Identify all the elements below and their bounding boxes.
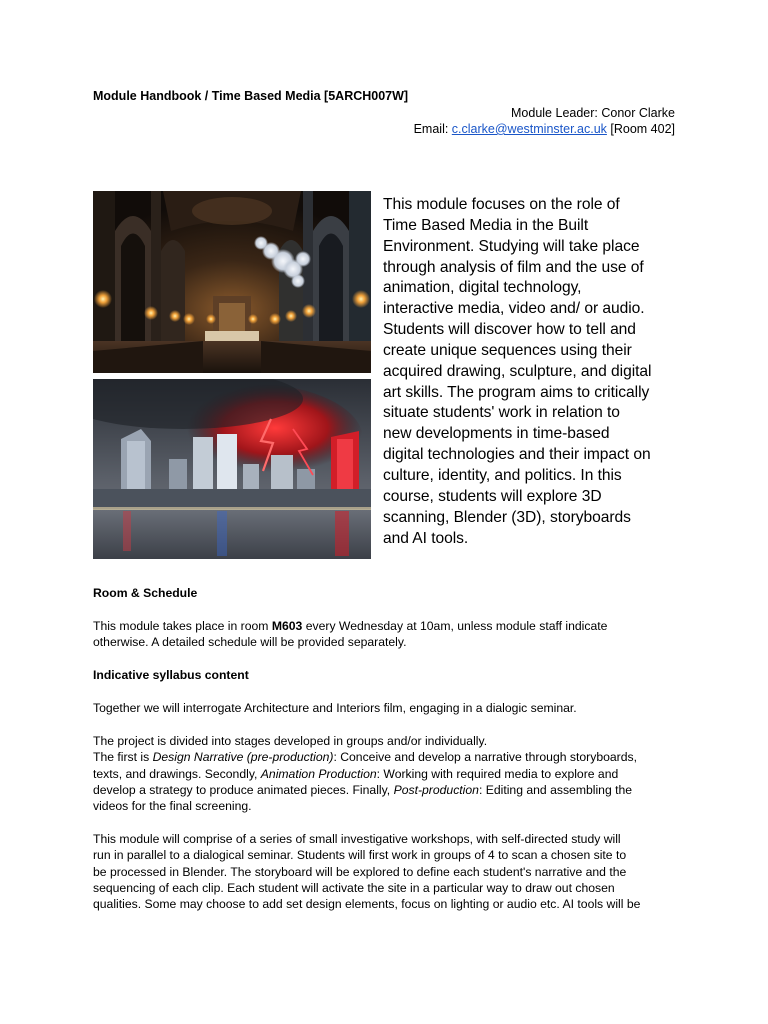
stage-text: : Editing and assembling the [478, 782, 633, 797]
intro-line: and AI tools. [383, 529, 469, 547]
stage-text: : Working with required media to explore and [376, 766, 619, 781]
intro-line: scanning, Blender (3D), storyboards [383, 508, 631, 526]
workshop-paragraph [93, 831, 677, 912]
stages-paragraph [93, 733, 677, 814]
intro-line: digital technologies and their impact on [383, 446, 651, 464]
stage-line: videos for the final screening. [93, 799, 252, 814]
workshop-line: This module will comprise of a series of small investigative workshops, with self-directed study will [93, 832, 621, 846]
syllabus-intro-line: Together we will interrogate Architecture and Interiors film, engaging in a dialogic seminar. [93, 701, 577, 715]
stage-text: develop a strategy to produce animated pieces. Finally, [93, 782, 394, 797]
city-storm-image [93, 379, 371, 559]
intro-line: Students will discover how to tell and [383, 321, 636, 339]
workshop-line: be processed in Blender. The storyboard will be explored to define each student's narrative and the [93, 864, 627, 879]
intro-line: course, students will explore 3D [383, 487, 602, 505]
room-schedule-paragraph [93, 618, 677, 651]
workshop-line: sequencing of each clip. Each student will activate the site in a particular way to draw out chosen [93, 880, 615, 895]
intro-line: art skills. The program aims to critically [383, 383, 650, 401]
intro-line: culture, identity, and politics. In this [383, 466, 622, 484]
document-page [93, 0, 675, 1024]
stage-line [93, 782, 677, 798]
stage-name: Design Narrative (pre-production) [152, 750, 334, 765]
room-code: M603 [271, 619, 303, 633]
workshop-line: run in parallel to a dialogical seminar. Students will first work in groups of 4 to scan a chosen site to [93, 848, 627, 863]
room-schedule-heading [93, 585, 677, 601]
intro-line: Time Based Media in the Built [383, 216, 589, 234]
room-number: [Room 402] [606, 122, 675, 136]
stage-text: The first is [93, 750, 153, 765]
stages-line: The project is divided into stages developed in groups and/or individually. [93, 734, 488, 748]
intro-paragraph [383, 195, 679, 549]
intro-line: Environment. Studying will take place [383, 237, 640, 255]
intro-line: animation, digital technology, [383, 279, 582, 297]
schedule-line-2: otherwise. A detailed schedule will be provided separately. [93, 635, 407, 650]
stage-line [93, 766, 677, 782]
stage-name: Animation Production [260, 766, 377, 781]
stage-text: texts, and drawings. Secondly, [93, 766, 261, 781]
section-heading: Room & Schedule [93, 586, 198, 600]
schedule-text: every Wednesday at 10am, unless module staff indicate [302, 619, 608, 633]
email-line [414, 122, 675, 137]
stage-line [93, 749, 677, 765]
intro-line: through analysis of film and the use of [383, 258, 644, 276]
workshop-line: qualities. Some may choose to add set design elements, focus on lighting or audio etc. AI tools will be [93, 897, 641, 912]
intro-line: interactive media, video and/ or audio. [383, 300, 645, 318]
schedule-line-1 [93, 618, 677, 634]
schedule-text: This module takes place in room [93, 619, 272, 633]
church-interior-image [93, 191, 371, 373]
intro-line: create unique sequences using their [383, 341, 632, 359]
section-heading: Indicative syllabus content [93, 668, 249, 682]
syllabus-heading [93, 667, 677, 683]
intro-line: acquired drawing, sculpture, and digital [383, 362, 652, 380]
document-title: Module Handbook / Time Based Media [5ARCH007W] [93, 89, 409, 103]
stage-text: : Conceive and develop a narrative through storyboards, [333, 750, 637, 765]
intro-line: new developments in time-based [383, 425, 610, 443]
intro-line: situate students' work in relation to [383, 404, 620, 422]
module-leader: Module Leader: Conor Clarke [511, 106, 675, 120]
email-link[interactable]: c.clarke@westminster.ac.uk [451, 122, 607, 136]
email-label: Email: [413, 122, 452, 136]
intro-line: This module focuses on the role of [383, 196, 620, 213]
stage-name: Post-production [393, 782, 479, 797]
syllabus-intro [93, 700, 677, 716]
